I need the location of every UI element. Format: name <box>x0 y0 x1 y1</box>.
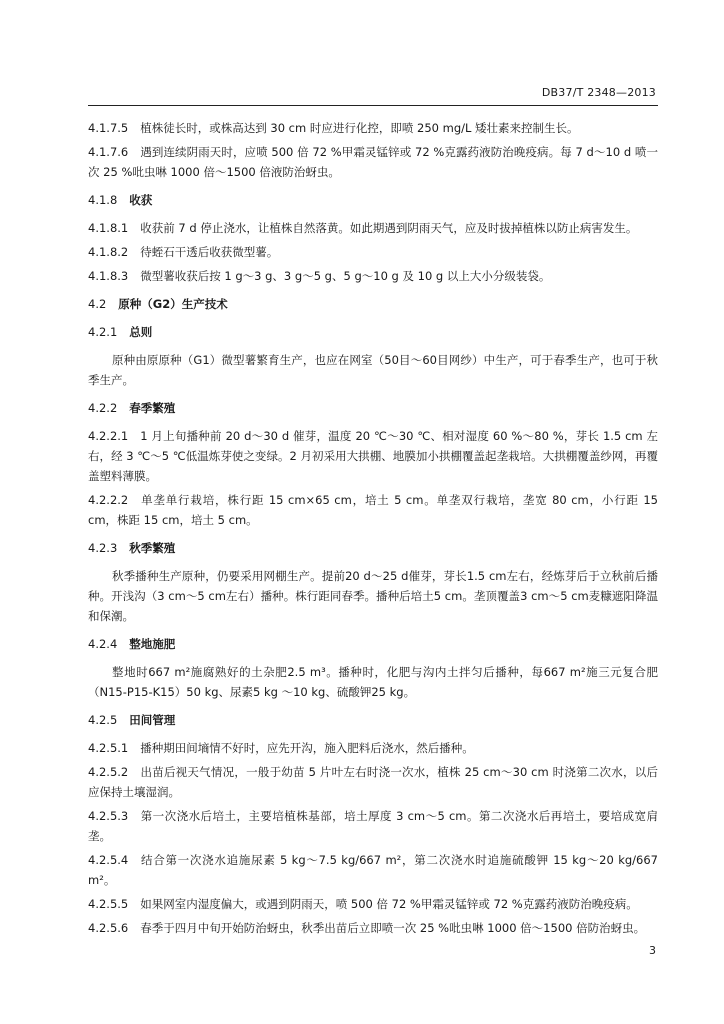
clause-number: 4.2.5.3 <box>88 809 129 823</box>
section-heading <box>88 710 658 730</box>
numbered-clause <box>88 738 658 758</box>
section-heading <box>88 398 658 418</box>
numbered-clause <box>88 426 658 486</box>
numbered-clause <box>88 242 658 262</box>
clause-text: 单垄单行栽培，株行距 15 cm×65 cm，培土 5 cm。单垄双行栽培，垄宽 80 cm，小行距 15 cm，株距 15 cm，培土 5 cm。 <box>88 493 658 527</box>
body-paragraph <box>88 350 658 390</box>
header-rule <box>88 105 658 106</box>
clause-text: 出苗后视天气情况，一般于幼苗 5 片叶左右时浇一次水，植株 25 cm～30 cm 时浇第二次水，以后应保持土壤湿润。 <box>88 765 658 799</box>
clause-text: 收获前 7 d 停止浇水，让植株自然落黄。如此期遇到阴雨天气，应及时拔掉植株以防止病害发生。 <box>140 221 638 235</box>
numbered-clause <box>88 490 658 530</box>
page-number: 3 <box>649 944 656 957</box>
clause-text: 原种（G2）生产技术 <box>118 297 228 311</box>
clause-text: 总则 <box>129 325 153 339</box>
body-paragraph <box>88 662 658 702</box>
clause-text: 如果网室内湿度偏大，或遇到阴雨天，喷 500 倍 72 %甲霜灵锰锌或 72 %克露药液防治晚疫病。 <box>140 897 638 911</box>
clause-number: 4.2.5 <box>88 713 118 727</box>
clause-text: 春季于四月中旬开始防治蚜虫，秋季出苗后立即喷一次 25 %吡虫啉 1000 倍～1500 倍防治蚜虫。 <box>140 921 646 935</box>
clause-text: 第一次浇水后培土，主要培植株基部，培土厚度 3 cm～5 cm。第二次浇水后再培土，要培成宽肩垄。 <box>88 809 658 843</box>
clause-number: 4.2.2.1 <box>88 429 129 443</box>
clause-number: 4.2.5.5 <box>88 897 129 911</box>
clause-number: 4.1.8.3 <box>88 269 129 283</box>
section-heading <box>88 190 658 210</box>
numbered-clause <box>88 118 658 138</box>
clause-text: 待蛭石干透后收获微型薯。 <box>140 245 279 259</box>
clause-text: 收获 <box>129 193 153 207</box>
clause-text: 结合第一次浇水追施尿素 5 kg～7.5 kg/667 m²，第二次浇水时追施硫酸钾 15 kg～20 kg/667 m²。 <box>88 853 658 887</box>
section-heading <box>88 322 658 342</box>
clause-text: 整地时667 m²施腐熟好的土杂肥2.5 m³。播种时，化肥与沟内土拌匀后播种，每667 m²施三元复合肥（N15-P15-K15）50 kg、尿素5 kg ～10 kg、硫酸钾25 kg。 <box>88 665 658 699</box>
clause-text: 春季繁殖 <box>129 401 176 415</box>
clause-number: 4.1.7.5 <box>88 121 129 135</box>
numbered-clause <box>88 894 658 914</box>
clause-text: 整地施肥 <box>129 637 176 651</box>
clause-text: 遇到连续阴雨天时，应喷 500 倍 72 %甲霜灵锰锌或 72 %克露药液防治晚疫病。每 7 d～10 d 喷一次 25 %吡虫啉 1000 倍～1500 倍液防治蚜虫。 <box>88 145 658 179</box>
clause-number: 4.2.2.2 <box>88 493 129 507</box>
numbered-clause <box>88 266 658 286</box>
clause-number: 4.2.1 <box>88 325 118 339</box>
clause-text: 原种由原原种（G1）微型薯繁育生产，也应在网室（50目～60目网纱）中生产，可于春季生产，也可于秋季生产。 <box>88 353 658 387</box>
clause-number: 4.2.5.2 <box>88 765 129 779</box>
numbered-clause <box>88 142 658 182</box>
clause-text: 植株徒长时，或株高达到 30 cm 时应进行化控，即喷 250 mg/L 矮壮素来控制生长。 <box>140 121 579 135</box>
clause-number: 4.2.5.1 <box>88 741 129 755</box>
clause-number: 4.1.7.6 <box>88 145 129 159</box>
clause-number: 4.2.5.4 <box>88 853 129 867</box>
numbered-clause <box>88 762 658 802</box>
numbered-clause <box>88 850 658 890</box>
clause-text: 1 月上旬播种前 20 d～30 d 催芽，温度 20 ℃～30 ℃、相对湿度 60 %～80 %，芽长 1.5 cm 左右，经 3 ℃～5 ℃低温炼芽使之变绿。2 月初采用大拱棚、地膜加小拱棚覆盖起垄栽培。大拱棚覆盖纱网，再覆盖塑料薄膜。 <box>88 429 658 483</box>
numbered-clause <box>88 806 658 846</box>
clause-text: 田间管理 <box>129 713 176 727</box>
clause-number: 4.2 <box>88 297 107 311</box>
numbered-clause <box>88 918 658 938</box>
clause-text: 微型薯收获后按 1 g～3 g、3 g～5 g、5 g～10 g 及 10 g 以上大小分级装袋。 <box>140 269 551 283</box>
document-number: DB37/T 2348—2013 <box>541 86 656 99</box>
section-heading <box>88 538 658 558</box>
clause-number: 4.2.3 <box>88 541 118 555</box>
clause-number: 4.1.8.2 <box>88 245 129 259</box>
clause-number: 4.1.8 <box>88 193 118 207</box>
body-paragraph <box>88 566 658 626</box>
section-heading <box>88 634 658 654</box>
clause-number: 4.2.5.6 <box>88 921 129 935</box>
clause-number: 4.2.4 <box>88 637 118 651</box>
clause-text: 秋季繁殖 <box>129 541 176 555</box>
numbered-clause <box>88 218 658 238</box>
clause-number: 4.2.2 <box>88 401 118 415</box>
clause-number: 4.1.8.1 <box>88 221 129 235</box>
clause-text: 秋季播种生产原种，仍要采用网棚生产。提前20 d～25 d催芽，芽长1.5 cm左右，经炼芽后于立秋前后播种。开浅沟（3 cm～5 cm左右）播种。株行距同春季。播种后培土5 cm。垄顶覆盖3 cm～5 cm麦糠遮阳降温和保潮。 <box>88 569 658 623</box>
section-heading <box>88 294 658 314</box>
clause-text: 播种期田间墒情不好时，应先开沟，施入肥料后浇水，然后播种。 <box>140 741 474 755</box>
document-body <box>88 118 658 942</box>
